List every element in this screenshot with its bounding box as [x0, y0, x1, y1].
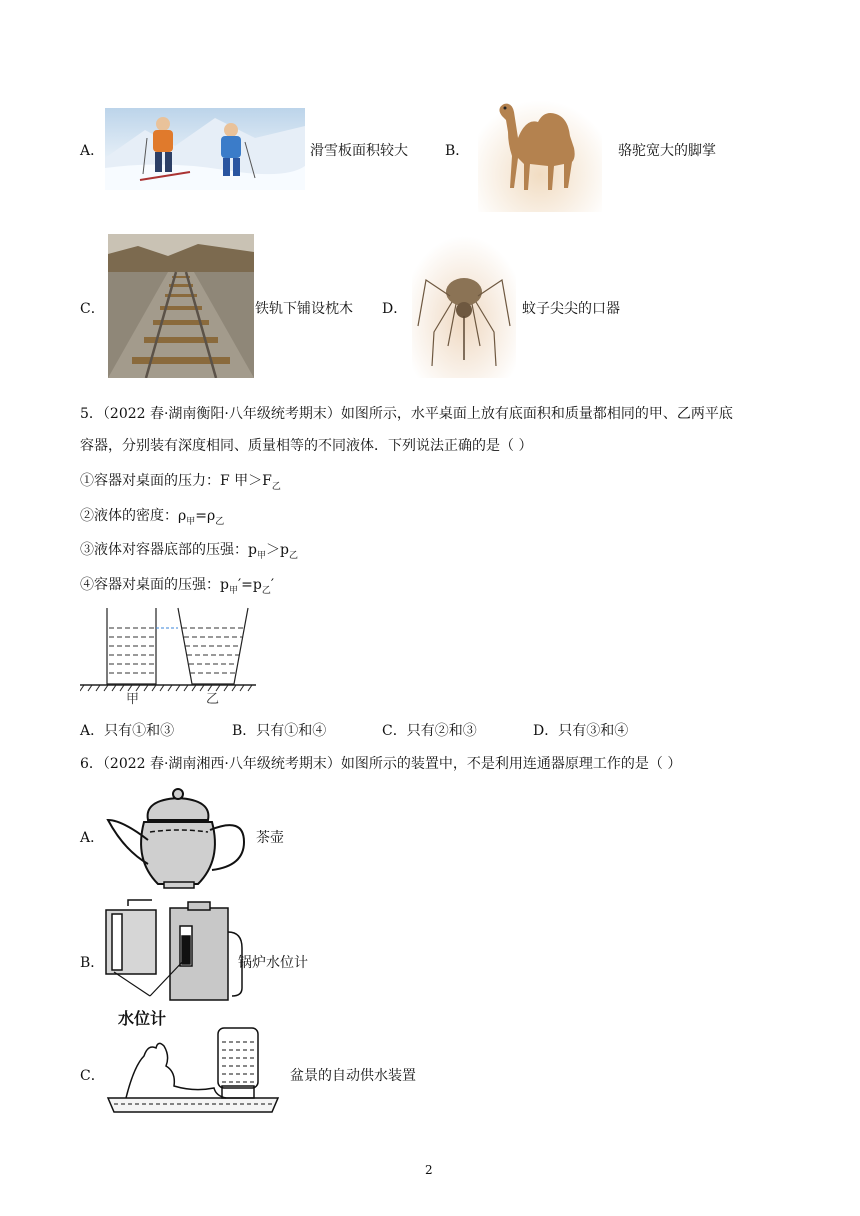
- choice-c: C．只有②和③: [382, 723, 477, 739]
- statement-1: ①容器对桌面的压力：F 甲$>F_乙$: [80, 473, 281, 492]
- statement-3: ③液体对容器底部的压强：$p_甲>p_乙$: [80, 542, 298, 561]
- page-number: 2: [425, 1163, 433, 1177]
- railway-image: [108, 234, 254, 378]
- option-b-letter: B．: [445, 143, 470, 159]
- q6-stem: 6．（2022 春·湖南湘西·八年级统考期末）如图所示的装置中，不是利用连通器原理工作的是（ ）: [80, 756, 682, 772]
- boiler-figure: [102, 896, 248, 1006]
- teapot-figure: [104, 780, 250, 892]
- q5-stem-line2: 容器，分别装有深度相同、质量相等的不同液体．下列说法正确的是（ ）: [80, 438, 533, 454]
- q6-option-a-caption: 茶壶: [256, 830, 284, 846]
- q6-option-b-letter: B．: [80, 955, 105, 971]
- camel-image: [478, 88, 602, 212]
- q5-stem-line1: 5．（2022 春·湖南衡阳·八年级统考期末）如图所示，水平桌面上放有底面积和质量都相同的甲、乙两平底: [80, 406, 733, 422]
- option-c-caption: 铁轨下铺设枕木: [255, 301, 353, 317]
- option-b-caption: 骆驼宽大的脚掌: [618, 143, 716, 159]
- label-yi: 乙: [206, 692, 220, 707]
- choice-b: B．只有①和④: [232, 723, 327, 739]
- q6-option-a-letter: A．: [80, 830, 105, 846]
- statement-4: ④容器对桌面的压强：$p_甲'=p_乙'$: [80, 577, 275, 596]
- mosquito-image: [412, 236, 516, 378]
- q6-option-b-caption: 锅炉水位计: [238, 955, 308, 971]
- option-d-letter: D．: [382, 301, 408, 317]
- choice-d: D．只有③和④: [533, 723, 629, 739]
- label-jia: 甲: [126, 692, 140, 707]
- option-c-letter: C．: [80, 301, 105, 317]
- bonsai-water-supply-figure: [104, 1026, 284, 1116]
- containers-diagram: [80, 606, 260, 706]
- q6-option-c-caption: 盆景的自动供水装置: [290, 1068, 416, 1084]
- option-a-letter: A．: [80, 143, 105, 159]
- option-d-caption: 蚊子尖尖的口器: [522, 301, 620, 317]
- q6-option-c-letter: C．: [80, 1068, 105, 1084]
- choice-a: A．只有①和③: [80, 723, 175, 739]
- option-a-caption: 滑雪板面积较大: [310, 143, 408, 159]
- skiers-image: [105, 108, 305, 190]
- statement-2: ②液体的密度：$\rho_甲=\rho_乙$: [80, 508, 225, 527]
- water-gauge-label: 水位计: [118, 1009, 167, 1028]
